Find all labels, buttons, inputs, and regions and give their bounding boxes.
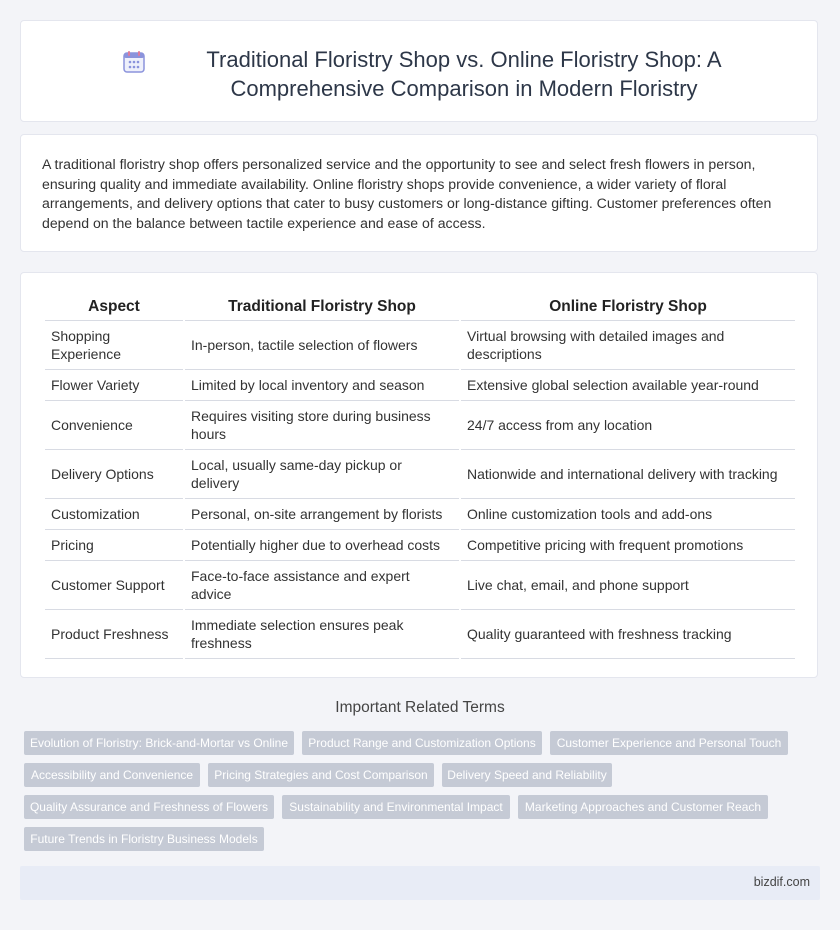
- tag-row: [24, 827, 804, 851]
- related-term-tag[interactable]: Customer Experience and Personal Touch: [550, 731, 788, 755]
- related-term-tag[interactable]: Evolution of Floristry: Brick-and-Mortar vs Online: [24, 731, 294, 755]
- table-row: [45, 561, 795, 610]
- tag-row: [24, 795, 804, 819]
- table-row: [45, 530, 795, 561]
- table-header-row: [45, 297, 795, 321]
- cell-aspect: Convenience: [45, 401, 183, 450]
- cell-online: Extensive global selection available year-round: [461, 370, 795, 401]
- cell-online: Competitive pricing with frequent promotions: [461, 530, 795, 561]
- page-title: Traditional Floristry Shop vs. Online Floristry Shop: A Comprehensive Comparison in Modern Floristry: [206, 47, 722, 101]
- cell-aspect: Shopping Experience: [45, 321, 183, 370]
- footer: [20, 866, 820, 900]
- related-term-tag[interactable]: Product Range and Customization Options: [302, 731, 542, 755]
- cell-online: Nationwide and international delivery with tracking: [461, 450, 795, 499]
- table-row: [45, 321, 795, 370]
- calendar-icon: [121, 49, 147, 75]
- cell-aspect: Customization: [45, 499, 183, 530]
- cell-traditional: Local, usually same-day pickup or delivery: [185, 450, 459, 499]
- related-term-tag[interactable]: Pricing Strategies and Cost Comparison: [208, 763, 434, 787]
- cell-traditional: Face-to-face assistance and expert advice: [185, 561, 459, 610]
- cell-aspect: Delivery Options: [45, 450, 183, 499]
- related-term-tag[interactable]: Future Trends in Floristry Business Models: [24, 827, 264, 851]
- related-term-tag[interactable]: Delivery Speed and Reliability: [442, 763, 612, 787]
- related-terms-list: [24, 731, 804, 859]
- intro-paragraph: A traditional floristry shop offers personalized service and the opportunity to see and select fresh flowers in person, ensuring quality and immediate availability. Online floristry shops provide convenience, a wider variety of floral arrangements, and delivery options that cater to busy customers or long-distance gifting. Customer preferences often depend on the balance between tactile experience and ease of access.: [42, 156, 772, 231]
- related-term-tag[interactable]: Marketing Approaches and Customer Reach: [518, 795, 768, 819]
- table-row: [45, 450, 795, 499]
- comparison-card: [20, 272, 818, 678]
- table-row: [45, 499, 795, 530]
- header-traditional: Traditional Floristry Shop: [185, 297, 459, 321]
- cell-traditional: Personal, on-site arrangement by florists: [185, 499, 459, 530]
- cell-aspect: Pricing: [45, 530, 183, 561]
- cell-traditional: Potentially higher due to overhead costs: [185, 530, 459, 561]
- cell-online: Quality guaranteed with freshness tracking: [461, 610, 795, 659]
- tag-row: [24, 763, 804, 787]
- comparison-table: [43, 297, 797, 659]
- cell-aspect: Flower Variety: [45, 370, 183, 401]
- title-card: [20, 20, 818, 122]
- header-aspect: Aspect: [45, 297, 183, 321]
- table-row: [45, 370, 795, 401]
- related-terms-title: Important Related Terms: [335, 699, 505, 716]
- cell-traditional: In-person, tactile selection of flowers: [185, 321, 459, 370]
- cell-online: 24/7 access from any location: [461, 401, 795, 450]
- header-online: Online Floristry Shop: [461, 297, 795, 321]
- title-wrap: [121, 45, 761, 103]
- table-row: [45, 610, 795, 659]
- cell-online: Virtual browsing with detailed images and descriptions: [461, 321, 795, 370]
- intro-card: [20, 134, 818, 252]
- related-term-tag[interactable]: Sustainability and Environmental Impact: [282, 795, 510, 819]
- cell-traditional: Immediate selection ensures peak freshness: [185, 610, 459, 659]
- footer-site-link[interactable]: bizdif.com: [753, 875, 810, 889]
- cell-traditional: Limited by local inventory and season: [185, 370, 459, 401]
- tag-row: [24, 731, 804, 755]
- related-term-tag[interactable]: Accessibility and Convenience: [24, 763, 200, 787]
- table-row: [45, 401, 795, 450]
- cell-traditional: Requires visiting store during business hours: [185, 401, 459, 450]
- cell-online: Live chat, email, and phone support: [461, 561, 795, 610]
- cell-aspect: Product Freshness: [45, 610, 183, 659]
- cell-online: Online customization tools and add-ons: [461, 499, 795, 530]
- related-term-tag[interactable]: Quality Assurance and Freshness of Flowers: [24, 795, 274, 819]
- cell-aspect: Customer Support: [45, 561, 183, 610]
